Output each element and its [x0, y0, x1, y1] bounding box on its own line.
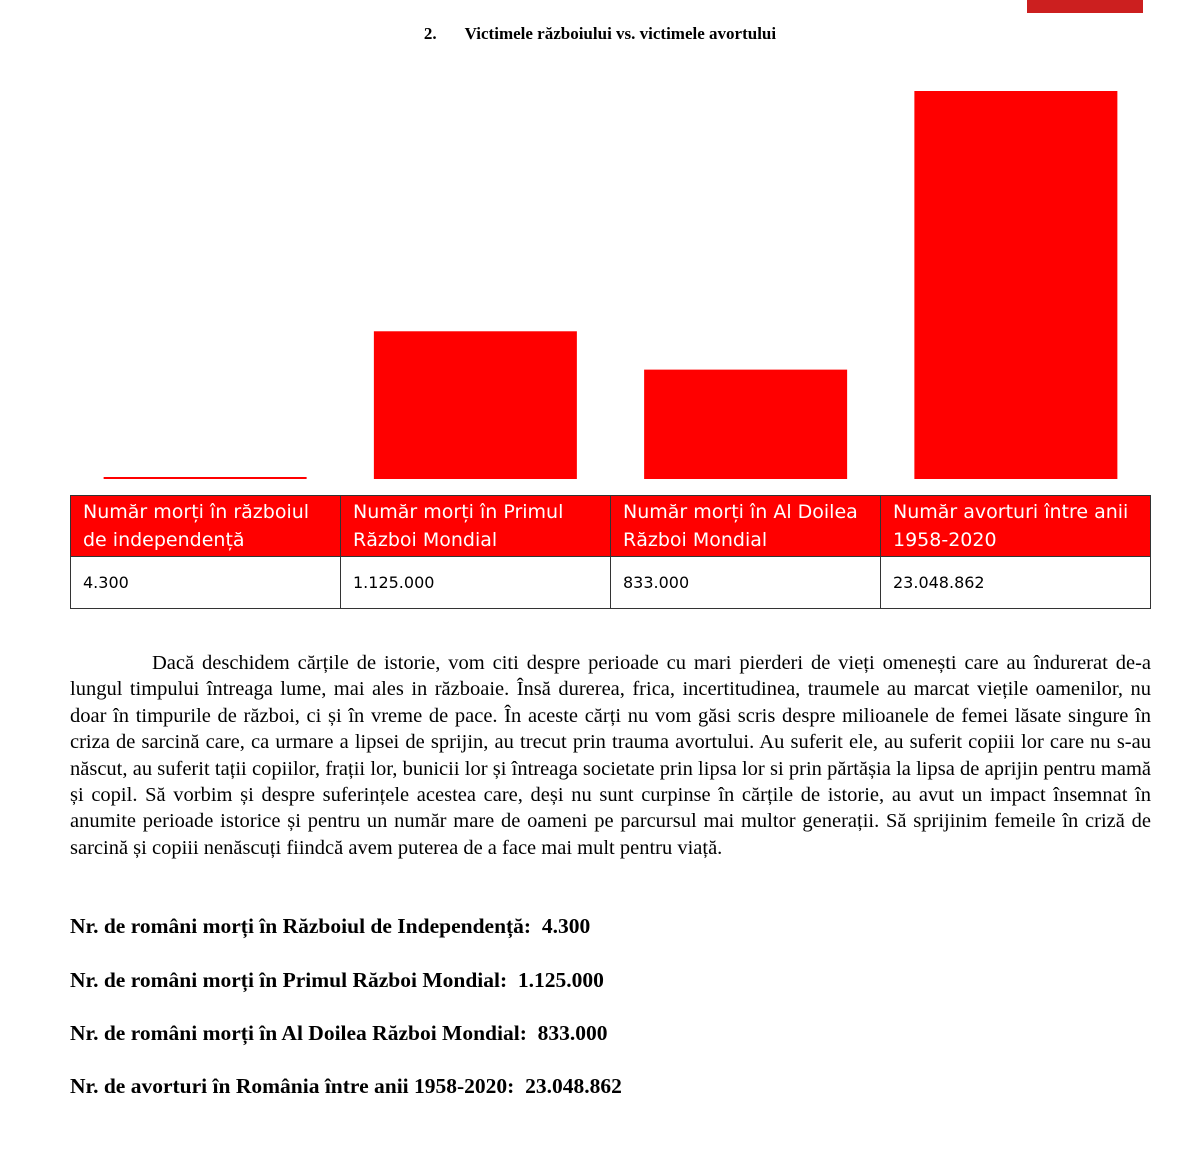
table-row [71, 557, 1151, 609]
body-paragraph: Dacă deschidem cărțile de istorie, vom citi despre perioade cu mari pierderi de vieți omenești care au îndurerat de-a lungul timpului întreaga lume, mai ales in războaie. Însă durerea, frica, incertitudinea, traumele au marcat viețile oamenilor, nu doar în timpurile de război, ci și în vreme de pace. În aceste cărți nu vom găsi scris despre milioanele de femei lăsate singure în criza de sarcină care, ca urmare a lipsei de sprijin, au trecut prin trauma avortului. Au suferit ele, au suferit copiii lor care nu s-au născut, au suferit tații copiilor, frații lor, bunicii lor și întreaga societate prin lipsa lor si prin părtășia la lipsa de aprijin pentru mamă și copil. Să vorbim și despre suferințele acestea care, deși nu sunt curpinse în cărțile de istorie, au avut un impact însemnat în anumite perioade istorice și pentru un număr mare de oameni pe parcursul mai multor generații. Să sprijinim femeile în criză de sarcină și copiii nenăscuți fiindcă avem puterea de a face mai mult pentru viață. [70, 652, 1151, 859]
chart-bar [914, 91, 1117, 479]
stat-value: 4.300 [541, 914, 591, 938]
stat-value: 23.048.862 [525, 1074, 622, 1098]
stat-value: 833.000 [537, 1021, 608, 1045]
chart-bar [644, 370, 847, 479]
chart-bar [104, 477, 307, 479]
stat-label: Nr. de români morți în Războiul de Independență: [70, 914, 532, 938]
heading-number: 2. [423, 24, 437, 43]
data-table [70, 495, 1151, 609]
bar-chart [0, 0, 1200, 495]
stat-label: Nr. de avorturi în România între anii 1958-2020: [70, 1074, 515, 1098]
heading-title: Victimele războiului vs. victimele avortului [464, 24, 777, 43]
table-cell: 833.000 [611, 557, 881, 609]
stat-label: Nr. de români morți în Al Doilea Război Mondial: [70, 1021, 527, 1045]
stat-value: 1.125.000 [517, 968, 604, 992]
table-cell: 1.125.000 [341, 557, 611, 609]
table-header-cell: Număr morți în Al Doilea Război Mondial [611, 496, 881, 557]
stat-line [70, 1074, 622, 1099]
table-header-cell: Număr avorturi între anii 1958-2020 [881, 496, 1151, 557]
stat-line [70, 968, 604, 993]
table-header-cell: Număr morți în războiul de independență [71, 496, 341, 557]
stat-line [70, 1021, 608, 1046]
stat-line [70, 914, 590, 939]
table-cell: 4.300 [71, 557, 341, 609]
table-header-cell: Număr morți în Primul Război Mondial [341, 496, 611, 557]
table-header-row [71, 496, 1151, 557]
table-cell: 23.048.862 [881, 557, 1151, 609]
stat-label: Nr. de români morți în Primul Război Mondial: [70, 968, 508, 992]
chart-bar [374, 331, 577, 479]
